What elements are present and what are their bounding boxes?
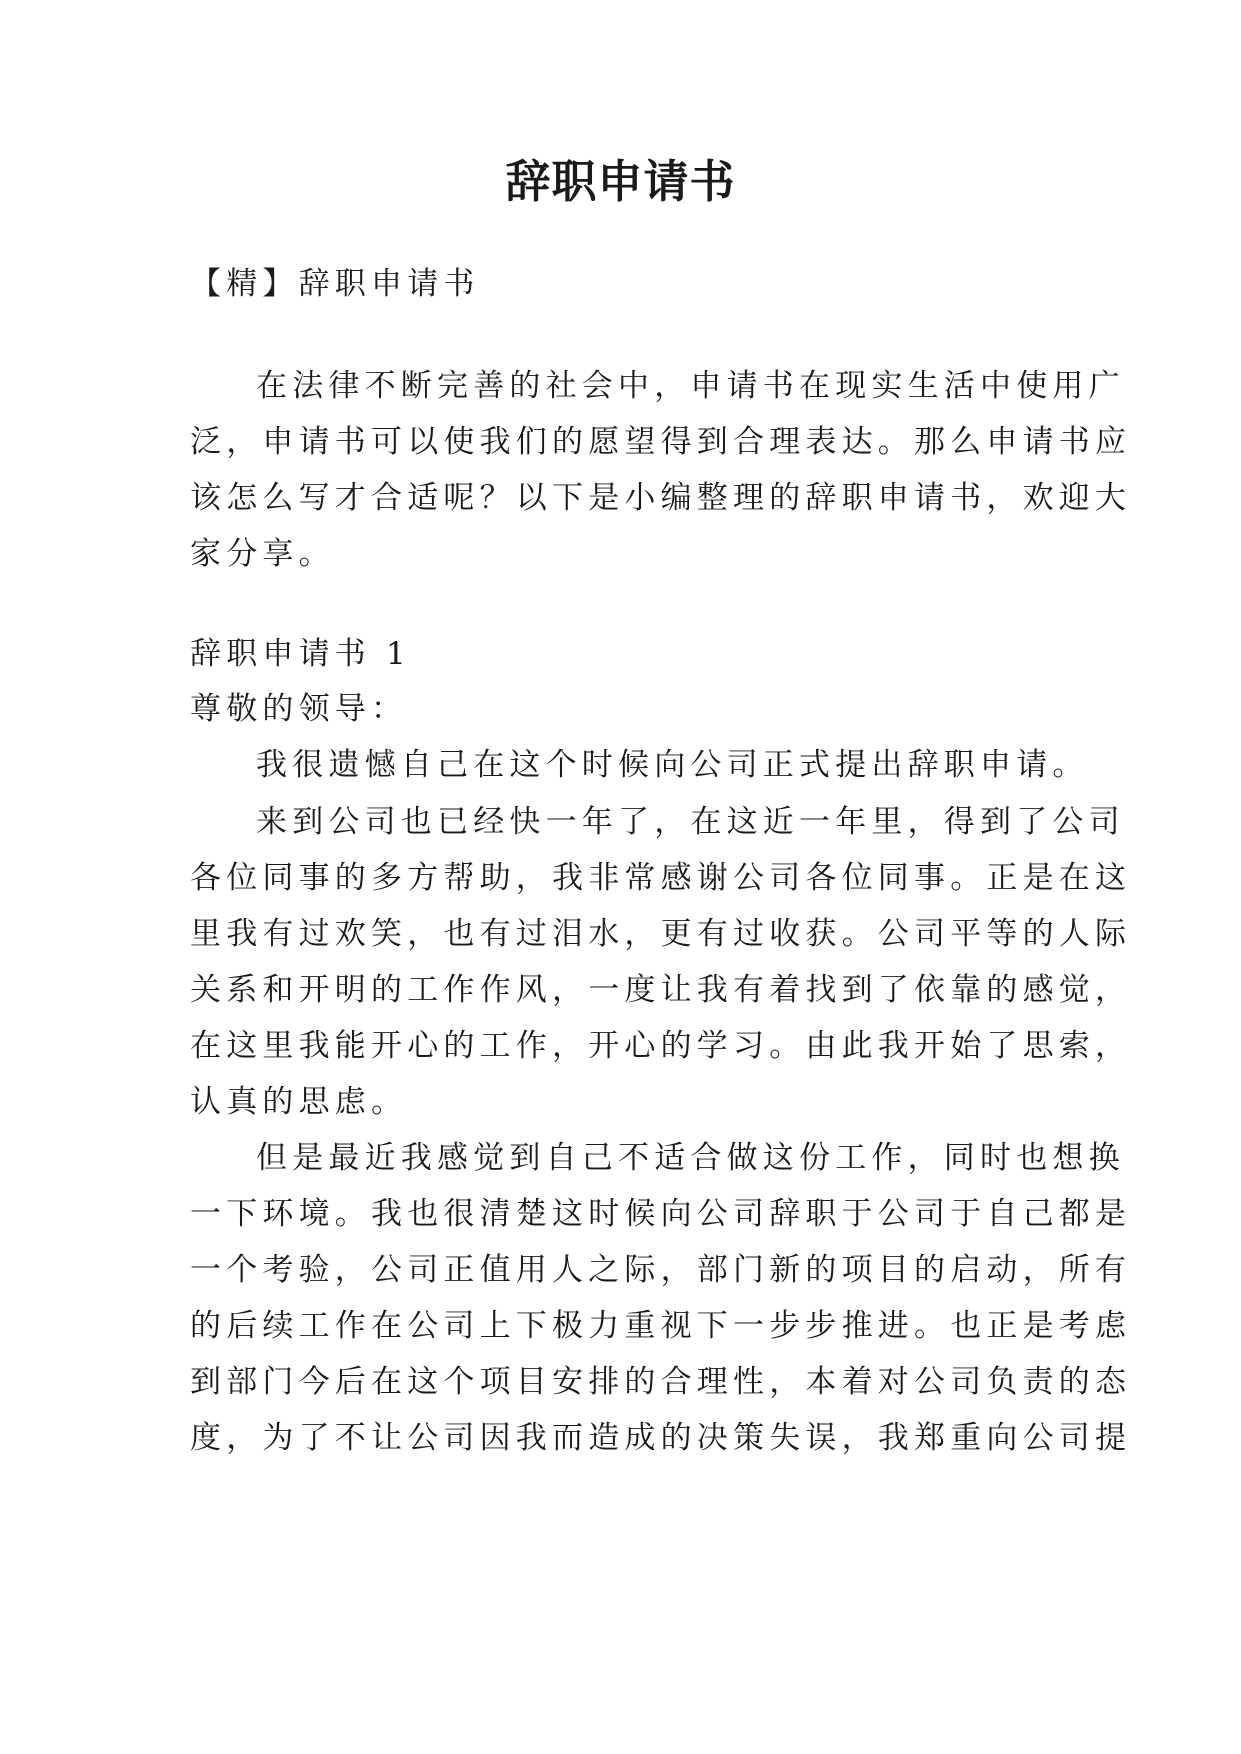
intro-line: 在法律不断完善的社会中，申请书在现实生活中使用广 [256, 368, 1125, 404]
document-title: 辞职申请书 [505, 155, 736, 208]
intro-line: 该怎么写才合适呢？以下是小编整理的辞职申请书，欢迎大 [190, 480, 1132, 516]
intro-line: 家分享。 [190, 536, 335, 572]
body-line: 在这里我能开心的工作，开心的学习。由此我开始了思索， [190, 1028, 1132, 1064]
body-line: 我很遗憾自己在这个时候向公司正式提出辞职申请。 [256, 747, 1089, 783]
body-line: 关系和开明的工作作风，一度让我有着找到了依靠的感觉， [190, 972, 1132, 1008]
body-line: 一个考验，公司正值用人之际，部门新的项目的启动，所有 [190, 1252, 1132, 1288]
body-line: 来到公司也已经快一年了，在这近一年里，得到了公司 [256, 804, 1125, 840]
intro-line: 泛，申请书可以使我们的愿望得到合理表达。那么申请书应 [190, 424, 1132, 460]
body-line: 到部门今后在这个项目安排的合理性，本着对公司负责的态 [190, 1364, 1132, 1400]
document-subtitle: 【精】辞职申请书 [190, 266, 480, 302]
section-heading: 辞职申请书 1 [190, 636, 411, 672]
body-line: 的后续工作在公司上下极力重视下一步步推进。也正是考虑 [190, 1308, 1132, 1344]
body-line: 各位同事的多方帮助，我非常感谢公司各位同事。正是在这 [190, 860, 1132, 896]
body-line: 但是最近我感觉到自己不适合做这份工作，同时也想换 [256, 1140, 1125, 1176]
salutation: 尊敬的领导： [190, 691, 408, 727]
body-line: 里我有过欢笑，也有过泪水，更有过收获。公司平等的人际 [190, 916, 1132, 952]
body-line: 一下环境。我也很清楚这时候向公司辞职于公司于自己都是 [190, 1196, 1132, 1232]
body-line: 度，为了不让公司因我而造成的决策失误，我郑重向公司提 [190, 1420, 1132, 1456]
body-line: 认真的思虑。 [190, 1084, 408, 1120]
